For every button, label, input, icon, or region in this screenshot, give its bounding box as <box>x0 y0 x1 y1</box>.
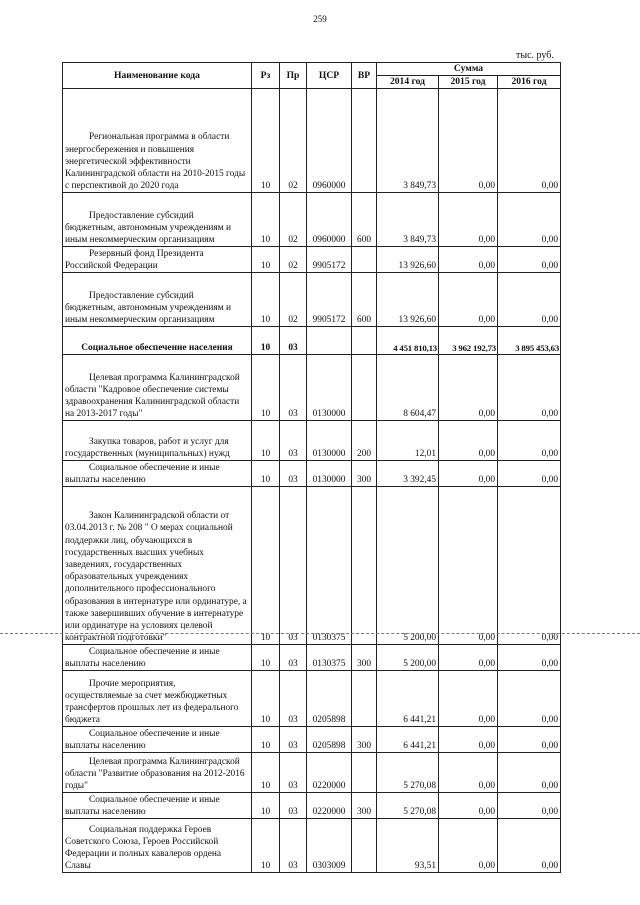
header-2015: 2015 год <box>439 76 498 89</box>
row-name: Предоставление субсидий бюджетным, автономным учреждениям и иным некоммерческим организациям <box>63 193 252 247</box>
row-sum-2014: 13 926,60 <box>377 247 439 273</box>
row-csr: 0130000 <box>307 421 352 461</box>
row-sum-2016: 0,00 <box>498 421 561 461</box>
row-vr <box>352 247 377 273</box>
row-vr <box>352 487 377 645</box>
row-rz: 10 <box>252 819 280 873</box>
table-row <box>63 753 561 793</box>
row-sum-2015: 0,00 <box>439 273 498 327</box>
row-sum-2015: 0,00 <box>439 355 498 421</box>
row-sum-2015: 0,00 <box>439 193 498 247</box>
row-rz: 10 <box>252 355 280 421</box>
row-pr: 03 <box>280 671 307 727</box>
row-sum-2014: 8 604,47 <box>377 355 439 421</box>
row-sum-2016: 0,00 <box>498 247 561 273</box>
row-sum-2016: 0,00 <box>498 273 561 327</box>
table-row-section <box>63 327 561 355</box>
row-csr <box>307 327 352 355</box>
row-vr <box>352 671 377 727</box>
header-pr: Пр <box>280 63 307 89</box>
header-2016: 2016 год <box>498 76 561 89</box>
row-pr: 02 <box>280 193 307 247</box>
row-sum-2014: 3 849,73 <box>377 89 439 193</box>
row-vr <box>352 89 377 193</box>
row-csr: 0130375 <box>307 487 352 645</box>
header-sum: Сумма <box>377 63 561 76</box>
row-sum-2016: 3 895 453,63 <box>498 327 561 355</box>
row-sum-2014: 5 200,00 <box>377 487 439 645</box>
table-row <box>63 461 561 487</box>
row-sum-2015: 0,00 <box>439 421 498 461</box>
row-rz: 10 <box>252 671 280 727</box>
row-pr: 03 <box>280 487 307 645</box>
row-sum-2016: 0,00 <box>498 671 561 727</box>
row-name: Социальное обеспечение и иные выплаты населению <box>63 793 252 819</box>
row-pr: 02 <box>280 247 307 273</box>
row-csr: 0205898 <box>307 727 352 753</box>
row-sum-2016: 0,00 <box>498 487 561 645</box>
row-vr: 300 <box>352 461 377 487</box>
row-sum-2014: 5 270,08 <box>377 793 439 819</box>
row-sum-2015: 0,00 <box>439 487 498 645</box>
row-sum-2016: 0,00 <box>498 793 561 819</box>
header-csr: ЦСР <box>307 63 352 89</box>
row-sum-2014: 3 849,73 <box>377 193 439 247</box>
row-rz: 10 <box>252 753 280 793</box>
row-vr: 300 <box>352 793 377 819</box>
row-csr: 0960000 <box>307 89 352 193</box>
row-csr: 0205898 <box>307 671 352 727</box>
row-sum-2016: 0,00 <box>498 753 561 793</box>
row-vr: 300 <box>352 727 377 753</box>
row-name: Социальная поддержка Героев Советского Союза, Героев Российской Федерации и полных кавалеров ордена Славы <box>63 819 252 873</box>
row-sum-2015: 0,00 <box>439 819 498 873</box>
row-sum-2015: 3 962 192,73 <box>439 327 498 355</box>
row-pr: 03 <box>280 327 307 355</box>
row-sum-2016: 0,00 <box>498 819 561 873</box>
table-row <box>63 421 561 461</box>
row-rz: 10 <box>252 193 280 247</box>
row-name: Региональная программа в области энергосбережения и повышения энергетической эффективности Калининградской области на 2010-2015 годы с перспективой до 2020 года <box>63 89 252 193</box>
row-pr: 03 <box>280 819 307 873</box>
row-rz: 10 <box>252 727 280 753</box>
row-csr: 0220000 <box>307 753 352 793</box>
table-row <box>63 727 561 753</box>
row-pr: 03 <box>280 355 307 421</box>
row-csr: 0130375 <box>307 645 352 671</box>
row-vr <box>352 355 377 421</box>
table-row <box>63 671 561 727</box>
row-rz: 10 <box>252 421 280 461</box>
row-pr: 03 <box>280 461 307 487</box>
row-csr: 0303009 <box>307 819 352 873</box>
row-rz: 10 <box>252 247 280 273</box>
scan-margin-line <box>0 633 640 634</box>
row-name: Целевая программа Калининградской области "Развитие образования на 2012-2016 годы" <box>63 753 252 793</box>
row-pr: 02 <box>280 89 307 193</box>
row-csr: 0960000 <box>307 193 352 247</box>
row-vr: 600 <box>352 193 377 247</box>
header-name: Наименование кода <box>63 63 252 89</box>
row-csr: 9905172 <box>307 247 352 273</box>
row-name: Закон Калининградской области от 03.04.2013 г. № 208 " О мерах социальной поддержки лиц, обучающихся в государственных высших учебных заведениях, государственных образовательных учреждениях дополнительного профессионального образования в интернатуре или ординатуре, а также завершивших обучение в интернатуре или ординатуре на условиях целевой контрактной подготовки" <box>63 487 252 645</box>
row-rz: 10 <box>252 327 280 355</box>
row-sum-2014: 3 392,45 <box>377 461 439 487</box>
row-rz: 10 <box>252 793 280 819</box>
row-rz: 10 <box>252 461 280 487</box>
row-sum-2015: 0,00 <box>439 671 498 727</box>
table-row <box>63 645 561 671</box>
header-rz: Рз <box>252 63 280 89</box>
row-name: Предоставление субсидий бюджетным, автономным учреждениям и иным некоммерческим организациям <box>63 273 252 327</box>
row-rz: 10 <box>252 89 280 193</box>
row-rz: 10 <box>252 273 280 327</box>
row-vr: 200 <box>352 421 377 461</box>
table-row <box>63 793 561 819</box>
row-vr: 300 <box>352 645 377 671</box>
row-vr: 600 <box>352 273 377 327</box>
row-name: Социальное обеспечение и иные выплаты населению <box>63 645 252 671</box>
row-pr: 03 <box>280 793 307 819</box>
row-sum-2014: 6 441,21 <box>377 671 439 727</box>
table-row <box>63 487 561 645</box>
table-row <box>63 89 561 193</box>
row-sum-2016: 0,00 <box>498 461 561 487</box>
row-sum-2014: 5 200,00 <box>377 645 439 671</box>
table-row <box>63 193 561 247</box>
row-sum-2015: 0,00 <box>439 753 498 793</box>
row-sum-2015: 0,00 <box>439 247 498 273</box>
row-name: Резервный фонд Президента Российской Федерации <box>63 247 252 273</box>
row-sum-2016: 0,00 <box>498 193 561 247</box>
row-rz: 10 <box>252 487 280 645</box>
row-sum-2014: 12,01 <box>377 421 439 461</box>
row-name: Прочие мероприятия, осуществляемые за счет межбюджетных трансфертов прошлых лет из федерального бюджета <box>63 671 252 727</box>
row-vr <box>352 327 377 355</box>
row-sum-2015: 0,00 <box>439 89 498 193</box>
row-sum-2016: 0,00 <box>498 727 561 753</box>
row-sum-2015: 0,00 <box>439 793 498 819</box>
row-sum-2016: 0,00 <box>498 645 561 671</box>
table-row <box>63 819 561 873</box>
row-sum-2015: 0,00 <box>439 645 498 671</box>
table-body <box>63 89 561 873</box>
row-csr: 0220000 <box>307 793 352 819</box>
row-pr: 03 <box>280 727 307 753</box>
row-vr <box>352 753 377 793</box>
row-name: Социальное обеспечение и иные выплаты населению <box>63 727 252 753</box>
row-csr: 9905172 <box>307 273 352 327</box>
table-row <box>63 247 561 273</box>
row-sum-2015: 0,00 <box>439 461 498 487</box>
row-sum-2016: 0,00 <box>498 89 561 193</box>
row-sum-2016: 0,00 <box>498 355 561 421</box>
row-name: Закупка товаров, работ и услуг для государственных (муниципальных) нужд <box>63 421 252 461</box>
row-pr: 02 <box>280 273 307 327</box>
table-row <box>63 273 561 327</box>
row-sum-2014: 13 926,60 <box>377 273 439 327</box>
row-rz: 10 <box>252 645 280 671</box>
header-2014: 2014 год <box>377 76 439 89</box>
page-number: 259 <box>313 14 327 24</box>
row-pr: 03 <box>280 753 307 793</box>
row-sum-2014: 5 270,08 <box>377 753 439 793</box>
row-name: Социальное обеспечение населения <box>63 327 252 355</box>
row-sum-2015: 0,00 <box>439 727 498 753</box>
row-sum-2014: 93,51 <box>377 819 439 873</box>
budget-table <box>62 62 561 873</box>
row-pr: 03 <box>280 421 307 461</box>
header-vr: ВР <box>352 63 377 89</box>
row-vr <box>352 819 377 873</box>
row-sum-2014: 6 441,21 <box>377 727 439 753</box>
row-name: Социальное обеспечение и иные выплаты населению <box>63 461 252 487</box>
units-label: тыс. руб. <box>516 50 554 61</box>
table-row <box>63 355 561 421</box>
row-csr: 0130000 <box>307 355 352 421</box>
row-pr: 03 <box>280 645 307 671</box>
row-csr: 0130000 <box>307 461 352 487</box>
row-name: Целевая программа Калининградской области "Кадровое обеспечение системы здравоохранения Калининградской области на 2013-2017 годы" <box>63 355 252 421</box>
row-sum-2014: 4 451 810,13 <box>377 327 439 355</box>
